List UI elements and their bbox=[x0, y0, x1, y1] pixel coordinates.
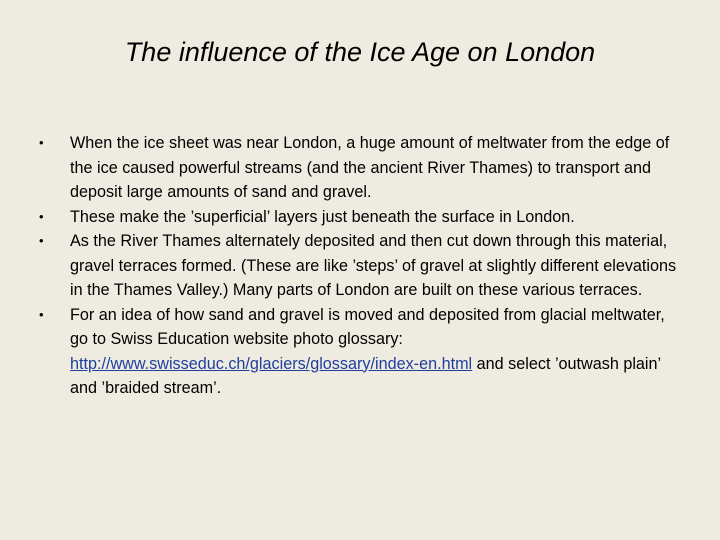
bullet-text: These make the ’superficial’ layers just beneath the surface in London. bbox=[70, 207, 575, 226]
bullet-list bbox=[36, 131, 684, 401]
bullet-text: When the ice sheet was near London, a huge amount of meltwater from the edge of the ice caused powerful streams (and the ancient River Thames) to transport and deposit large amounts of sand and gravel. bbox=[70, 134, 670, 201]
bullet-icon: • bbox=[39, 135, 44, 150]
bullet-icon: • bbox=[39, 208, 44, 224]
bullet-text-before: For an idea of how sand and gravel is moved and deposited from glacial meltwater, go to Swiss Education website photo glossary: bbox=[70, 305, 665, 348]
bullet-item-glossary bbox=[36, 303, 684, 401]
bullet-item-meltwater bbox=[36, 131, 684, 205]
glossary-link[interactable]: http://www.swisseduc.ch/glaciers/glossary/index-en.html bbox=[70, 354, 473, 373]
bullet-text-after: and select ’outwash plain’ and ’braided stream’. bbox=[70, 354, 661, 397]
slide-title: The influence of the Ice Age on London bbox=[124, 37, 596, 67]
bullet-icon: • bbox=[39, 306, 44, 322]
bullet-text: As the River Thames alternately deposited and then cut down through this material, gravel terraces formed. (These are like ’steps’ of gravel at slightly different elevations in the Thames Valley.) Many parts of London are built on these various terraces. bbox=[70, 232, 677, 299]
bullet-icon: • bbox=[39, 233, 44, 248]
bullet-item-superficial bbox=[36, 205, 684, 230]
bullet-item-terraces bbox=[36, 229, 684, 303]
